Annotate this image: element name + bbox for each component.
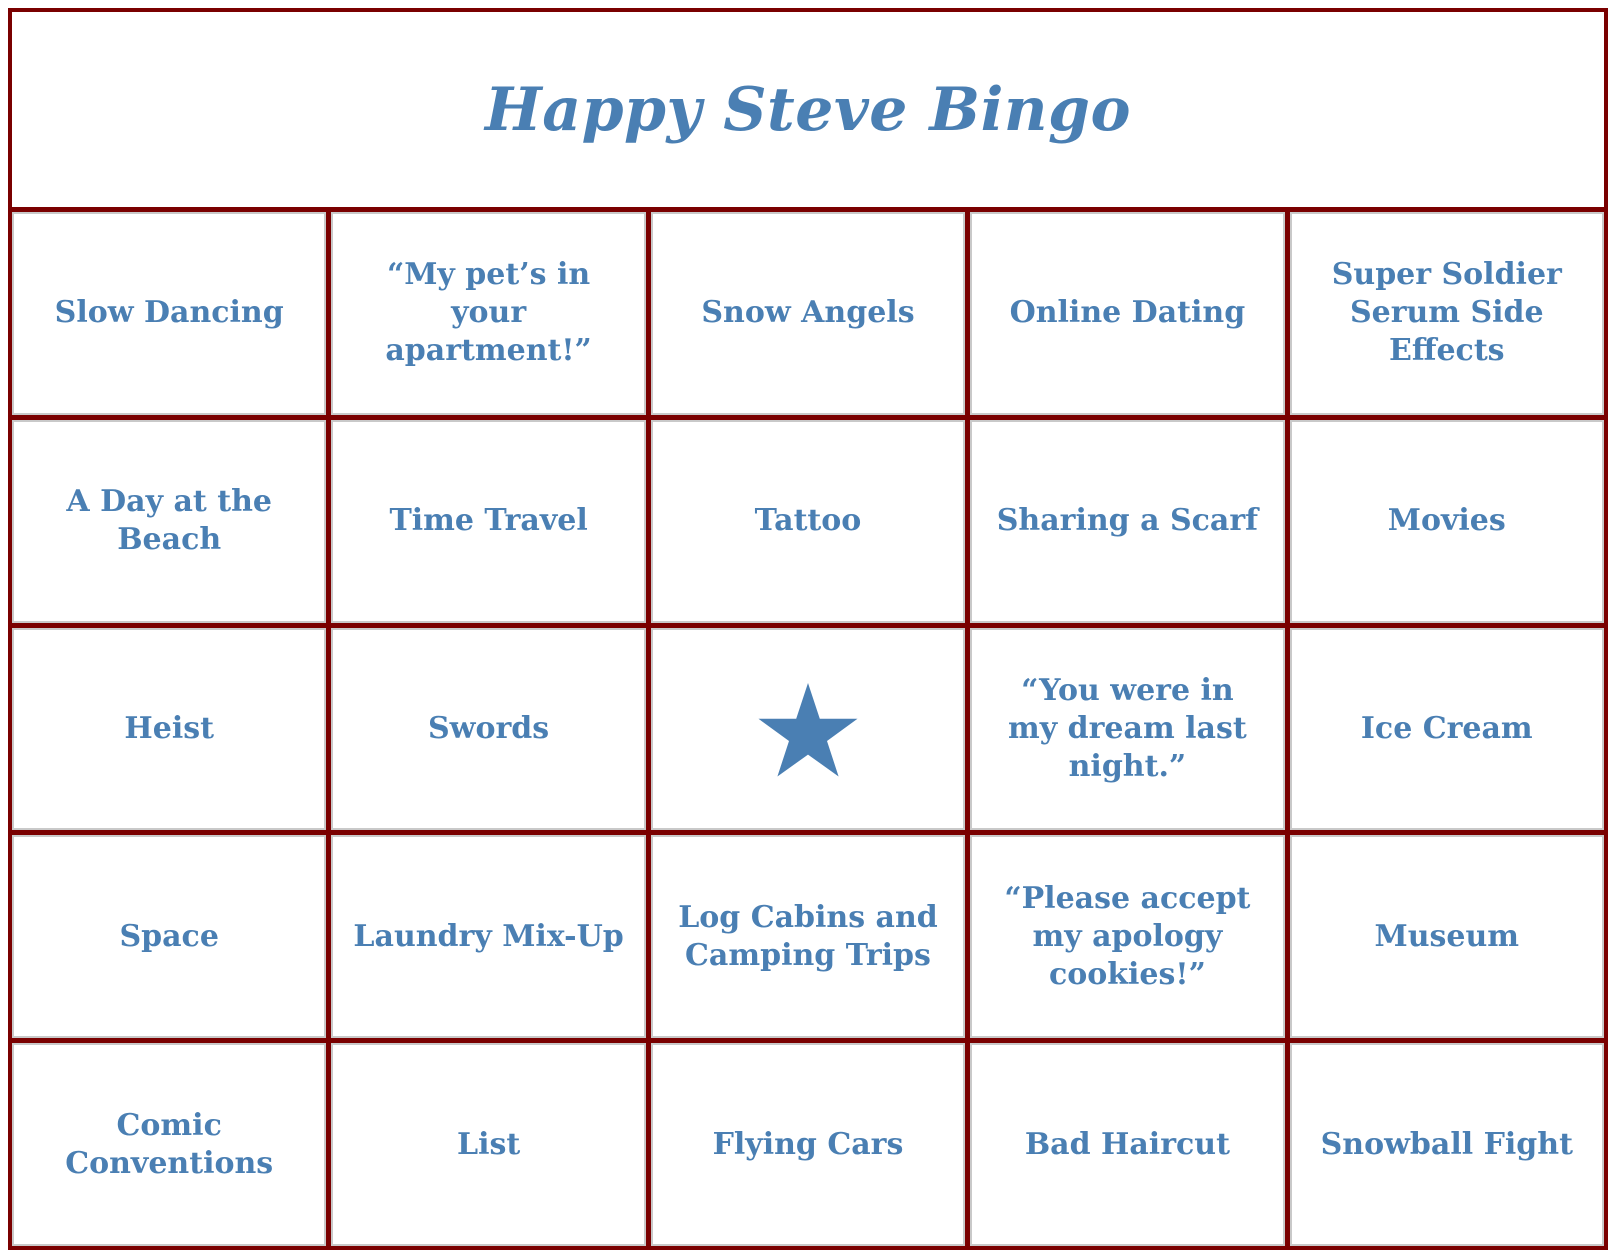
bingo-cell-label: Slow Dancing <box>54 295 284 331</box>
bingo-cell-label: Museum <box>1374 918 1520 954</box>
bingo-grid <box>12 212 1604 1246</box>
bingo-cell[interactable] <box>331 420 645 623</box>
bingo-cell-label: Flying Cars <box>712 1126 904 1162</box>
bingo-cell[interactable] <box>651 420 965 623</box>
bingo-cell[interactable] <box>970 628 1284 831</box>
bingo-cell-label: Bad Haircut <box>1024 1126 1230 1162</box>
bingo-cell-label: Tattoo <box>754 503 862 539</box>
bingo-cell-label: “Please accept my apology cookies!” <box>1004 880 1251 992</box>
bingo-cell-label: Movies <box>1387 503 1506 539</box>
bingo-cell[interactable] <box>12 835 326 1038</box>
bingo-cell[interactable] <box>12 212 326 415</box>
bingo-cell-label: “You were in my dream last night.” <box>1008 672 1247 784</box>
bingo-cell[interactable] <box>331 212 645 415</box>
bingo-cell[interactable] <box>331 1043 645 1246</box>
bingo-cell[interactable] <box>651 1043 965 1246</box>
bingo-cell-label: Comic Conventions <box>65 1107 274 1181</box>
bingo-cell-label: Laundry Mix-Up <box>353 918 624 954</box>
bingo-cell[interactable] <box>651 835 965 1038</box>
bingo-cell-label: Log Cabins and Camping Trips <box>678 899 938 973</box>
bingo-card <box>8 8 1608 1250</box>
bingo-cell-label: List <box>456 1126 521 1162</box>
bingo-cell[interactable] <box>1290 628 1604 831</box>
bingo-cell[interactable] <box>331 628 645 831</box>
bingo-cell-label: Snow Angels <box>701 295 915 331</box>
bingo-cell-label: Online Dating <box>1009 295 1246 331</box>
bingo-cell-label: Snowball Fight <box>1320 1126 1573 1162</box>
bingo-cell-label: “My pet’s in your apartment!” <box>385 257 592 369</box>
bingo-cell[interactable] <box>1290 1043 1604 1246</box>
bingo-cell[interactable] <box>1290 835 1604 1038</box>
bingo-cell-label: Sharing a Scarf <box>996 503 1259 539</box>
bingo-cell[interactable] <box>970 420 1284 623</box>
bingo-cell[interactable] <box>970 835 1284 1038</box>
bingo-cell[interactable] <box>651 212 965 415</box>
bingo-cell-label: Space <box>119 918 219 954</box>
free-space-cell[interactable] <box>651 628 965 831</box>
bingo-cell[interactable] <box>12 628 326 831</box>
bingo-cell[interactable] <box>12 420 326 623</box>
bingo-cell[interactable] <box>970 212 1284 415</box>
bingo-cell-label: Swords <box>428 710 550 746</box>
bingo-cell-label: Super Soldier Serum Side Effects <box>1331 257 1562 369</box>
bingo-cell-label: A Day at the Beach <box>66 484 272 558</box>
bingo-cell[interactable] <box>1290 420 1604 623</box>
bingo-cell-label: Time Travel <box>389 503 588 539</box>
bingo-cell[interactable] <box>12 1043 326 1246</box>
bingo-cell[interactable] <box>1290 212 1604 415</box>
bingo-cell-label: Heist <box>124 710 214 746</box>
bingo-cell-label: Ice Cream <box>1360 710 1533 746</box>
title-row <box>12 12 1604 212</box>
bingo-cell[interactable] <box>331 835 645 1038</box>
page-title: Happy Steve Bingo <box>485 74 1131 145</box>
star-icon <box>758 681 858 777</box>
bingo-cell[interactable] <box>970 1043 1284 1246</box>
